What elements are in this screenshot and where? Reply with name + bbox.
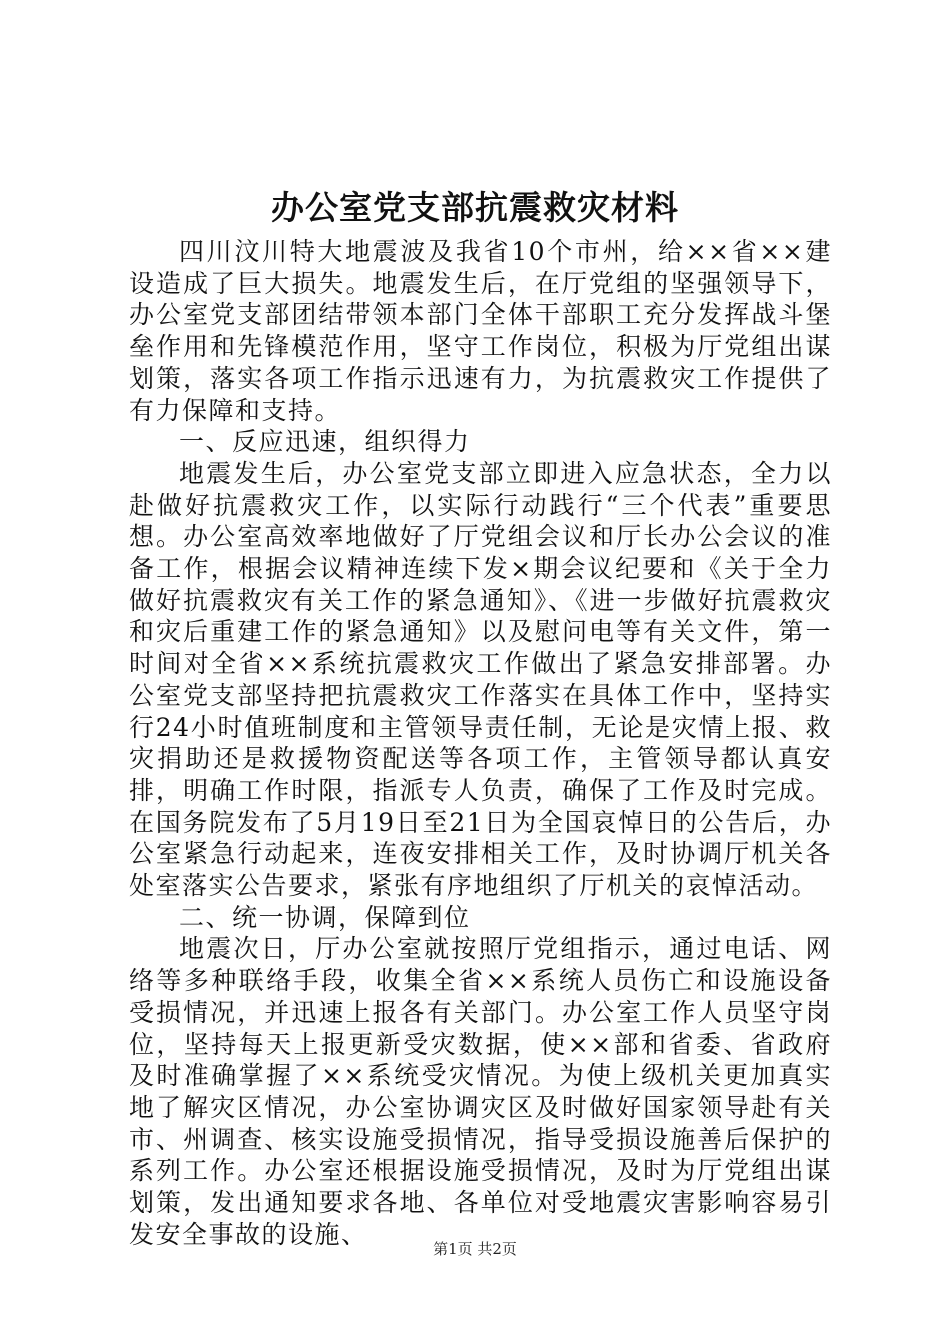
page-number-footer: 第1页 共2页 bbox=[433, 1240, 517, 1258]
intro-paragraph: 四川汶川特大地震波及我省10个市州，给××省××建设造成了巨大损失。地震发生后，在厅党组的坚强领导下，办公室党支部团结带领本部门全体干部职工充分发挥战斗堡垒作用和先锋模范作用，坚守工作岗位，积极为厅党组出谋划策，落实各项工作指示迅速有力，为抗震救灾工作提供了有力保障和支持。 bbox=[129, 237, 832, 425]
section-2-paragraph: 地震次日，厅办公室就按照厅党组指示，通过电话、网络等多种联络手段，收集全省××系统人员伤亡和设施设备受损情况，并迅速上报各有关部门。办公室工作人员坚守岗位，坚持每天上报更新受灾数据，使××部和省委、省政府及时准确掌握了××系统受灾情况。为使上级机关更加真实地了解灾区情况，办公室协调灾区及时做好国家领导赴有关市、州调查、核实设施受损情况，指导受损设施善后保护的系列工作。办公室还根据设施受损情况，及时为厅党组出谋划策，发出通知要求各地、各单位对受地震灾害影响容易引发安全事故的设施、 bbox=[129, 934, 832, 1249]
document-body bbox=[129, 236, 832, 1251]
section-heading-1: 一、反应迅速，组织得力 bbox=[179, 427, 471, 457]
document-title: 办公室党支部抗震救灾材料 bbox=[271, 188, 679, 227]
section-heading-2: 二、统一协调，保障到位 bbox=[179, 902, 471, 932]
section-1-paragraph: 地震发生后，办公室党支部立即进入应急状态，全力以赴做好抗震救灾工作，以实际行动践行“三个代表”重要思想。办公室高效率地做好了厅党组会议和厅长办公会议的准备工作，根据会议精神连续下发×期会议纪要和《关于全力做好抗震救灾有关工作的紧急通知》、《进一步做好抗震救灾和灾后重建工作的紧急通知》以及慰问电等有关文件，第一时间对全省××系统抗震救灾工作做出了紧急安排部署。办公室党支部坚持把抗震救灾工作落实在具体工作中，坚持实行24小时值班制度和主管领导责任制，无论是灾情上报、救灾捐助还是救援物资配送等各项工作，主管领导都认真安排，明确工作时限，指派专人负责，确保了工作及时完成。在国务院发布了5月19日至21日为全国哀悼日的公告后，办公室紧急行动起来，连夜安排相关工作，及时协调厅机关各处室落实公告要求，紧张有序地组织了厅机关的哀悼活动。 bbox=[129, 458, 832, 901]
